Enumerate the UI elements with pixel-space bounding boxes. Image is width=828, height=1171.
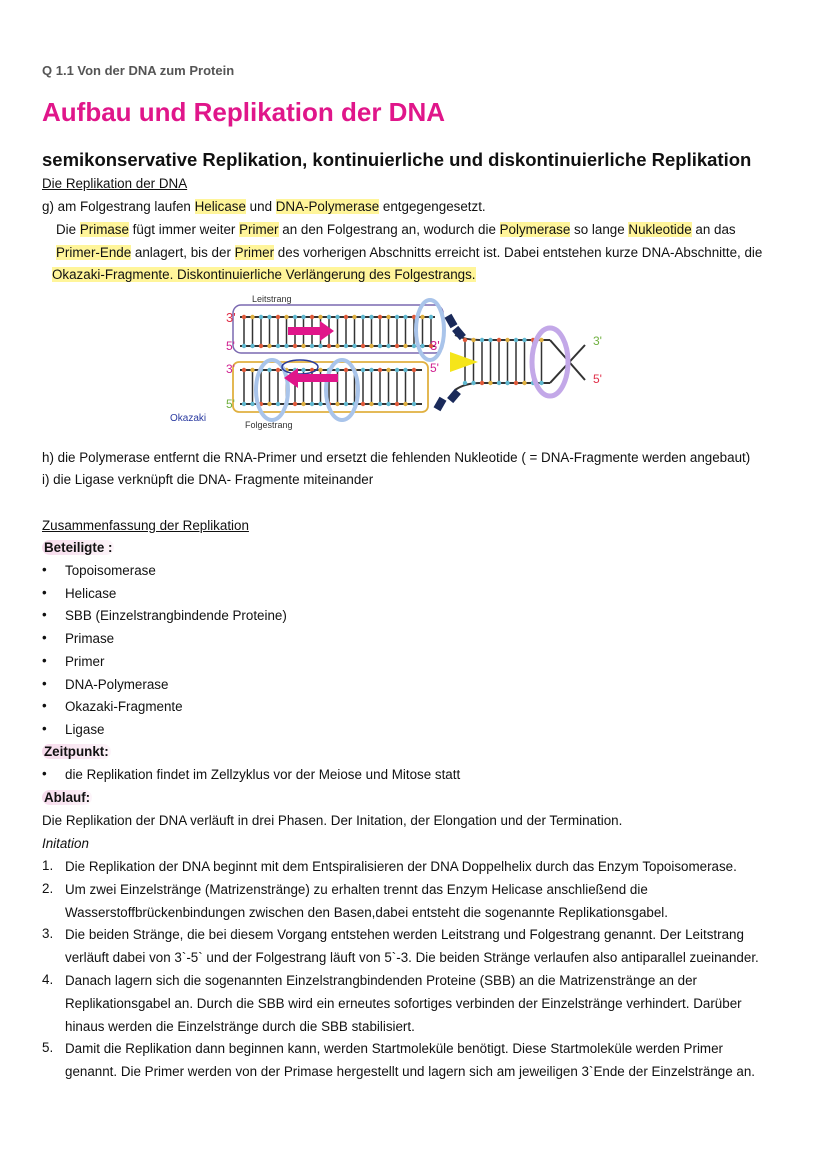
step-text: Danach lagern sich die sogenannten Einzelstrangbindenden Proteine (SBB) an die Matrizenstränge an der: [65, 973, 697, 988]
leading-strand-label: Leitstrang: [252, 294, 292, 304]
nucleotide: [361, 402, 365, 406]
text: anlagert, bis der: [131, 245, 235, 260]
summary-heading: Zusammenfassung der Replikation: [42, 518, 249, 533]
nucleotide: [403, 402, 407, 406]
nucleotide: [497, 338, 501, 342]
nucleotide: [497, 381, 501, 385]
nucleotide: [301, 315, 305, 319]
nucleotide: [522, 338, 526, 342]
nucleotide: [361, 315, 365, 319]
step-g-line2: [56, 221, 736, 239]
nucleotide: [344, 368, 348, 372]
text: an den Folgestrang an, wodurch die: [278, 222, 500, 237]
participant-item: SBB (Einzelstrangbindende Proteine): [65, 608, 287, 624]
nucleotide: [403, 368, 407, 372]
nucleotide: [318, 402, 322, 406]
text: fügt immer weiter: [128, 222, 240, 237]
nucleotide: [471, 381, 475, 385]
nucleotide: [344, 344, 348, 348]
nucleotide: [369, 368, 373, 372]
nucleotide: [378, 344, 382, 348]
participant-item: Ligase: [65, 721, 105, 737]
bullet: •: [42, 698, 47, 714]
nucleotide: [412, 402, 416, 406]
nucleotide: [471, 338, 475, 342]
bullet: •: [42, 766, 47, 781]
nucleotide: [267, 344, 271, 348]
nucleotide: [412, 344, 416, 348]
nucleotide: [267, 402, 271, 406]
nucleotide: [369, 344, 373, 348]
nucleotide: [301, 368, 305, 372]
nucleotide: [480, 338, 484, 342]
highlight: Primer: [239, 222, 279, 237]
nucleotide: [276, 368, 280, 372]
nucleotide: [335, 344, 339, 348]
nucleotide: [386, 368, 390, 372]
highlight: DNA-Polymerase: [275, 199, 380, 214]
nucleotide: [335, 402, 339, 406]
participant-item: DNA-Polymerase: [65, 676, 169, 692]
section-heading: semikonservative Replikation, kontinuierliche und diskontinuierliche Replikation: [42, 149, 752, 170]
step-i: i) die Ligase verknüpft die DNA- Fragmente miteinander: [42, 472, 374, 487]
text: g) am Folgestrang laufen: [42, 199, 195, 214]
participant-item: Helicase: [65, 585, 117, 601]
step-text: genannt. Die Primer werden von der Primase hergestellt und lagern sich am jeweiligen 3`Ende der Einzelstränge an.: [65, 1064, 755, 1080]
nucleotide: [505, 381, 509, 385]
nucleotide: [284, 315, 288, 319]
nucleotide: [522, 381, 526, 385]
step-number: 1.: [42, 858, 54, 873]
participant-item: Primer: [65, 653, 105, 669]
nucleotide: [386, 402, 390, 406]
nucleotide: [250, 315, 254, 319]
lagging-strand-label: Folgestrang: [245, 420, 293, 430]
nucleotide: [267, 315, 271, 319]
bullet: •: [42, 675, 47, 691]
participants-label-text: Beteiligte :: [44, 540, 113, 555]
nucleotide: [514, 338, 518, 342]
leading-strand-box: [233, 305, 443, 353]
text: Die: [56, 222, 80, 237]
nucleotide: [463, 338, 467, 342]
nucleotide: [463, 381, 467, 385]
nucleotide: [259, 344, 263, 348]
topoisomerase-ring: [532, 328, 568, 396]
nucleotide: [386, 315, 390, 319]
nucleotide: [267, 368, 271, 372]
nucleotide: [539, 381, 543, 385]
text: des vorherigen Abschnitts erreicht ist. Dabei entstehen kurze DNA-Abschnitte, die: [274, 245, 763, 260]
nucleotide: [412, 368, 416, 372]
time-label: [42, 743, 111, 761]
nucleotide: [318, 315, 322, 319]
step-g-line4: [52, 266, 476, 284]
nucleotide: [505, 338, 509, 342]
step-g-line1: [42, 198, 486, 216]
nucleotide: [395, 368, 399, 372]
step-g-line3: [56, 244, 762, 262]
step-number: 5.: [42, 1040, 54, 1056]
step-h: h) die Polymerase entfernt die RNA-Primer und ersetzt die fehlenden Nukleotide ( = DNA-Fragmente werden angebaut): [42, 450, 751, 465]
step-text: Replikationsgabel an. Durch die SBB wird ein erneutes sofortiges verbinden der Einzelstränge verhindert. Darüber: [65, 995, 742, 1011]
bullet: •: [42, 652, 47, 668]
nucleotide: [539, 338, 543, 342]
highlight: Helicase: [194, 199, 246, 214]
nucleotide: [310, 344, 314, 348]
nucleotide: [242, 402, 246, 406]
nucleotide: [386, 344, 390, 348]
step-text: Um zwei Einzelstränge (Matrizenstränge) zu erhalten trennt das Enzym Helicase anschließend die: [65, 881, 648, 897]
nucleotide: [242, 368, 246, 372]
label-5prime: 5': [226, 397, 235, 411]
label-5prime: 5': [593, 372, 602, 386]
label-3prime: 3': [430, 338, 440, 353]
participants-label: [42, 539, 114, 557]
nucleotide: [276, 402, 280, 406]
participant-item: Primase: [65, 631, 115, 647]
nucleotide: [250, 402, 254, 406]
nucleotide: [378, 402, 382, 406]
nucleotide: [301, 344, 305, 348]
step-text: hinaus werden die Einzelstränge durch die SBB stabilisiert.: [65, 1018, 415, 1034]
highlight: Primase: [79, 222, 129, 237]
nucleotide: [429, 315, 433, 319]
text: und: [245, 199, 276, 214]
nucleotide: [284, 344, 288, 348]
replication-diagram: [160, 290, 620, 435]
participant-item: Okazaki-Fragmente: [65, 699, 183, 715]
highlight: Nukleotide: [628, 222, 692, 237]
step-text: Die beiden Stränge, die bei diesem Vorgang entstehen werden Leitstrang und Folgestrang genannt. Der Leitstrang: [65, 927, 744, 943]
label-3prime: 3': [226, 362, 235, 376]
nucleotide: [344, 402, 348, 406]
nucleotide: [327, 315, 331, 319]
nucleotide: [318, 368, 322, 372]
nucleotide: [301, 402, 305, 406]
nucleotide: [276, 315, 280, 319]
nucleotide: [378, 315, 382, 319]
nucleotide: [395, 315, 399, 319]
label-3prime: 3': [226, 310, 236, 325]
nucleotide: [403, 344, 407, 348]
highlight: Primer-Ende: [56, 245, 132, 260]
step-text: Wasserstoffbrückenbindungen zwischen den Basen,dabei entsteht die sogenannte Replikationsgabel.: [65, 904, 668, 920]
label-5prime: 5': [226, 339, 235, 353]
bullet: •: [42, 630, 47, 646]
participant-item: Topoisomerase: [65, 563, 156, 578]
process-label-text: Ablauf:: [44, 790, 91, 805]
bullet: •: [42, 607, 47, 623]
nucleotide: [335, 315, 339, 319]
nucleotide: [488, 338, 492, 342]
nucleotide: [293, 402, 297, 406]
page-title: Aufbau und Replikation der DNA: [42, 97, 445, 127]
nucleotide: [395, 344, 399, 348]
process-label: [42, 789, 92, 807]
nucleotide: [361, 344, 365, 348]
nucleotide: [369, 315, 373, 319]
step-number: 3.: [42, 926, 54, 942]
nucleotide: [335, 368, 339, 372]
nucleotide: [344, 315, 348, 319]
bullet: •: [42, 720, 47, 736]
nucleotide: [242, 344, 246, 348]
step-text: Die Replikation der DNA beginnt mit dem Entspiralisieren der DNA Doppelhelix durch das Enzym Topoisomerase.: [65, 859, 737, 874]
step-text: verläuft dabei von 3`-5` und der Folgestrang läuft von 5`-3. Die beiden Stränge verlaufen also antiparallel zueinander.: [65, 950, 759, 966]
okazaki-label: Okazaki: [170, 413, 207, 424]
nucleotide: [276, 344, 280, 348]
label-5prime: 5': [430, 361, 439, 375]
nucleotide: [259, 315, 263, 319]
nucleotide: [310, 315, 314, 319]
step-number: 4.: [42, 972, 54, 987]
text: an das: [691, 222, 736, 237]
bullet: •: [42, 584, 47, 600]
step-number: 2.: [42, 880, 54, 896]
nucleotide: [361, 368, 365, 372]
bullet: •: [42, 562, 47, 577]
nucleotide: [352, 344, 356, 348]
phase-label: Initation: [42, 836, 89, 851]
nucleotide: [369, 402, 373, 406]
section-label: Q 1.1 Von der DNA zum Protein: [42, 63, 235, 78]
nucleotide: [310, 402, 314, 406]
nucleotide: [403, 315, 407, 319]
nucleotide: [327, 344, 331, 348]
highlight: Okazaki-Fragmente. Diskontinuierliche Verlängerung des Folgestrangs.: [52, 267, 476, 282]
label-3prime: 3': [593, 334, 602, 348]
time-text: die Replikation findet im Zellzyklus vor der Meiose und Mitose statt: [65, 767, 461, 782]
nucleotide: [293, 315, 297, 319]
highlight: Primer: [234, 245, 275, 260]
nucleotide: [420, 315, 424, 319]
nucleotide: [378, 368, 382, 372]
nucleotide: [250, 344, 254, 348]
nucleotide: [242, 315, 246, 319]
nucleotide: [318, 344, 322, 348]
nucleotide: [395, 402, 399, 406]
time-label-text: Zeitpunkt:: [44, 744, 109, 759]
nucleotide: [480, 381, 484, 385]
text: entgegengesetzt.: [379, 199, 486, 214]
nucleotide: [250, 368, 254, 372]
text: so lange: [570, 222, 629, 237]
nucleotide: [488, 381, 492, 385]
step-text: Damit die Replikation dann beginnen kann, werden Startmoleküle benötigt. Diese Startmoleküle werden Primer: [65, 1041, 723, 1057]
nucleotide: [293, 344, 297, 348]
subheading: Die Replikation der DNA: [42, 176, 188, 191]
process-intro: Die Replikation der DNA verläuft in drei Phasen. Der Initation, der Elongation und der Termination.: [42, 813, 623, 828]
highlight: Polymerase: [499, 222, 571, 237]
nucleotide: [420, 344, 424, 348]
nucleotide: [352, 315, 356, 319]
nucleotide: [514, 381, 518, 385]
